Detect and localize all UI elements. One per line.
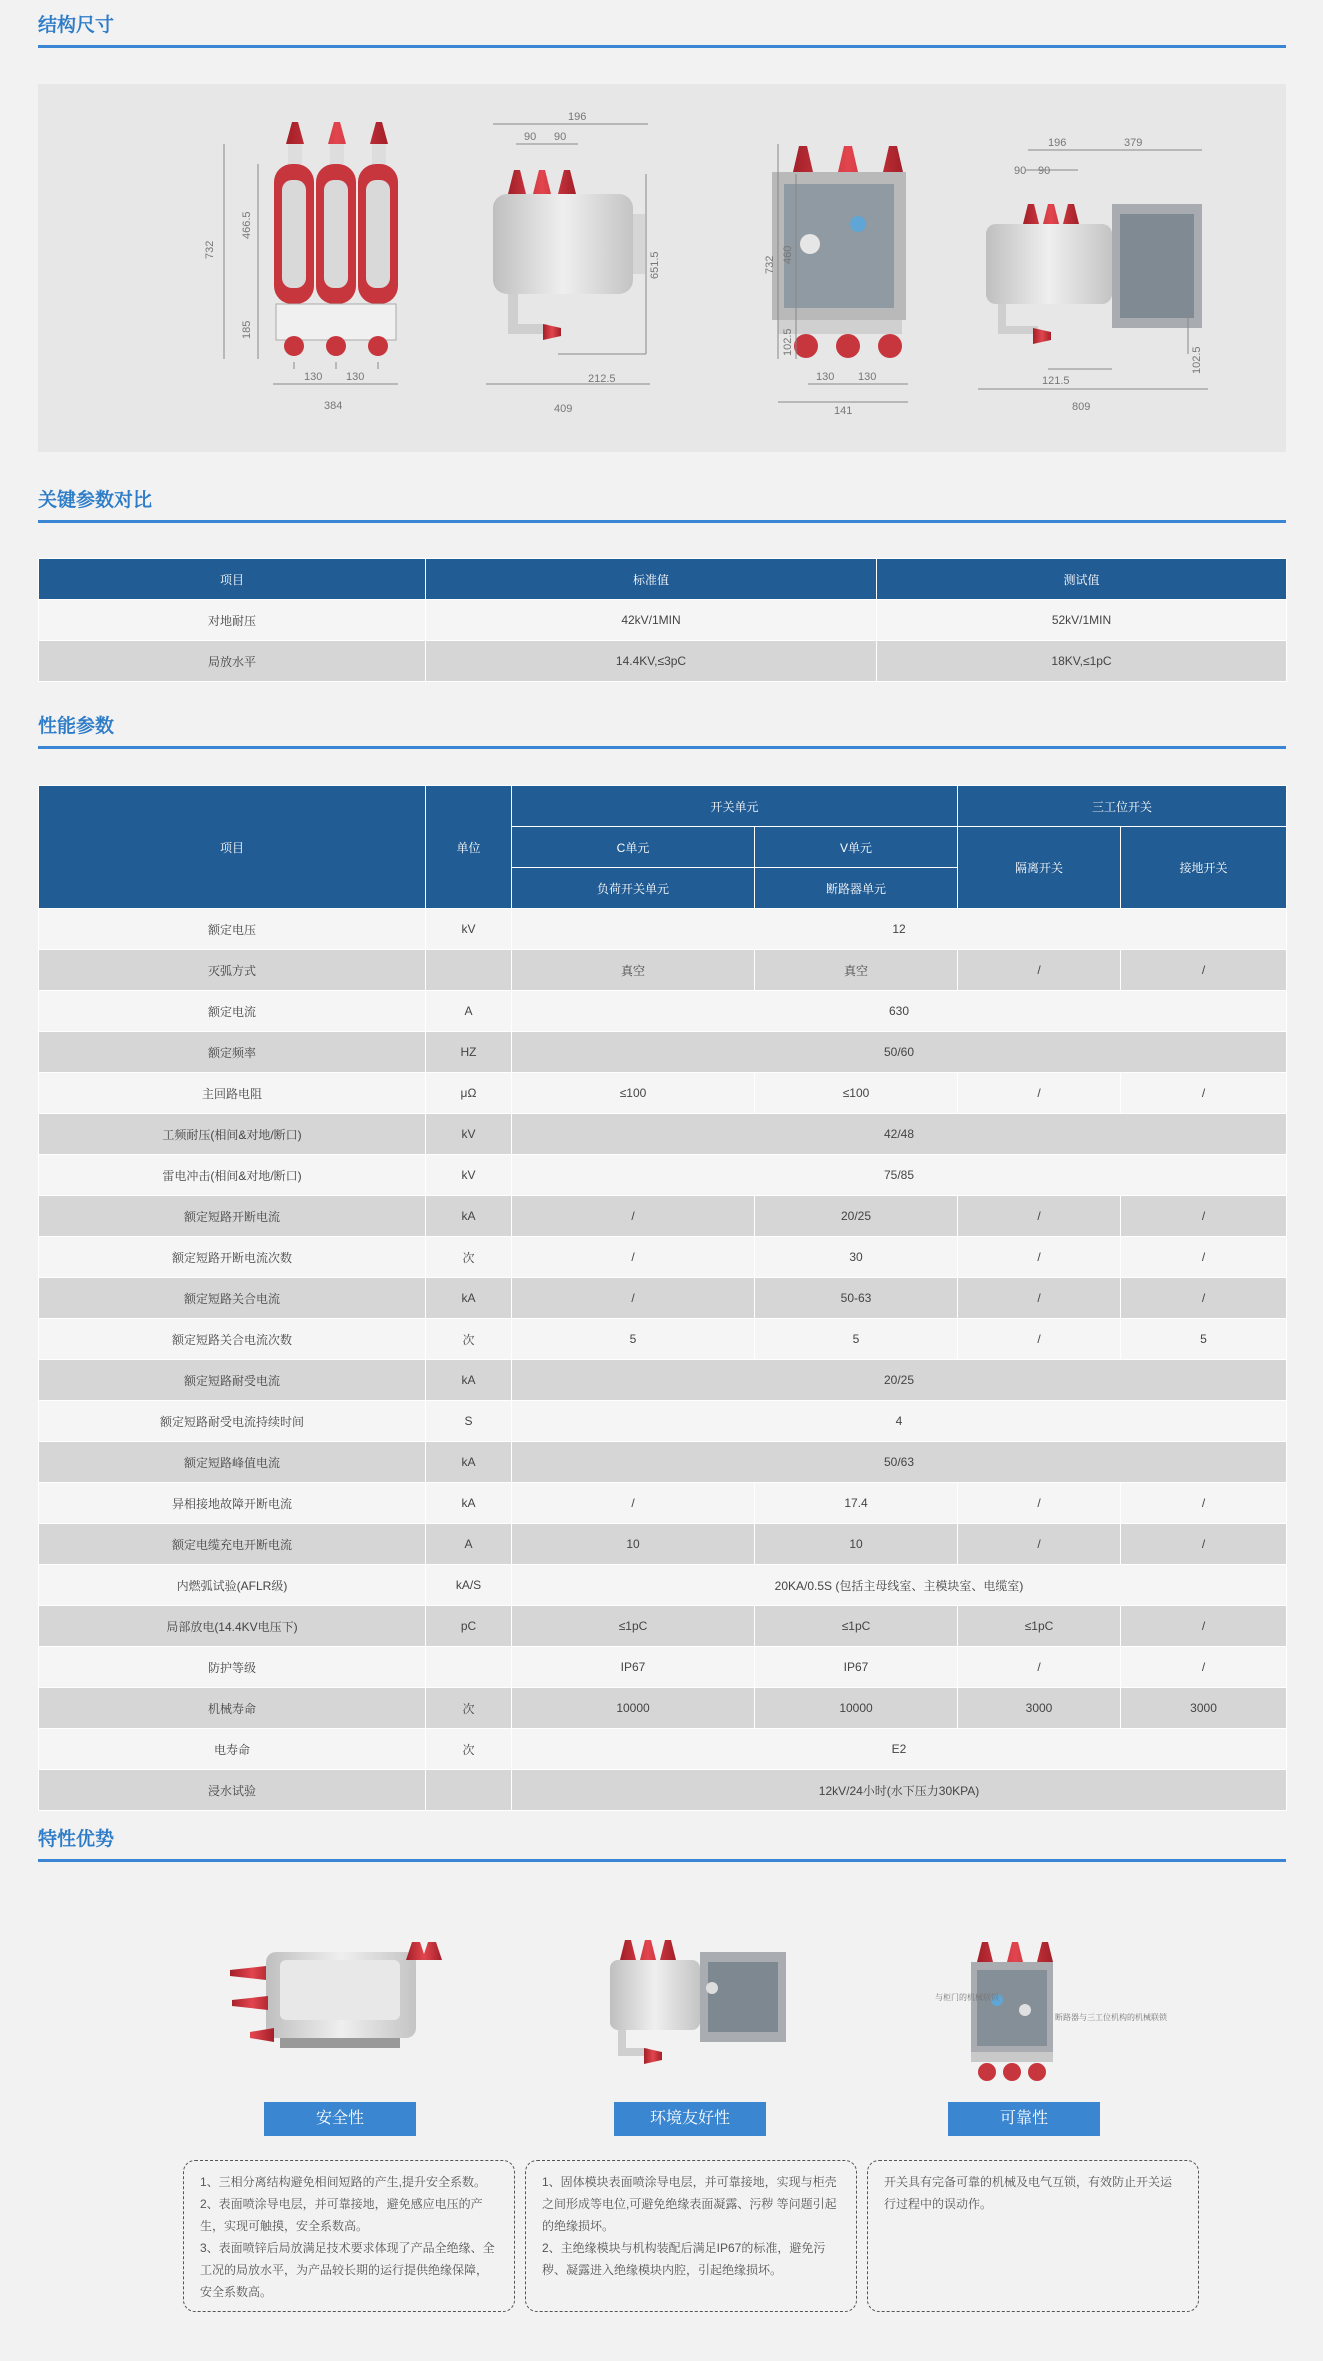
value-cell: / bbox=[1121, 1483, 1287, 1524]
reliability-product-image bbox=[935, 1940, 1167, 2090]
unit-cell: pC bbox=[426, 1606, 512, 1647]
dim-label: 466.5 bbox=[241, 211, 253, 239]
param-name-cell: 雷电冲击(相间&对地/断口) bbox=[39, 1155, 426, 1196]
table-cell: 42kV/1MIN bbox=[426, 600, 877, 641]
param-name-cell: 额定电缆充电开断电流 bbox=[39, 1524, 426, 1565]
value-cell: 10000 bbox=[512, 1688, 755, 1729]
table-row bbox=[39, 1360, 1287, 1401]
dim-label: 141 bbox=[834, 405, 853, 417]
table-row bbox=[39, 600, 1287, 641]
dim-label: 90 bbox=[554, 131, 567, 143]
value-cell: / bbox=[1121, 1196, 1287, 1237]
dim-label: 196 bbox=[1048, 137, 1067, 149]
col-header: 标准值 bbox=[426, 559, 877, 600]
unit-cell: kA bbox=[426, 1360, 512, 1401]
feature-label-environment: 环境友好性 bbox=[614, 2102, 766, 2136]
value-cell: / bbox=[1121, 1647, 1287, 1688]
value-cell: / bbox=[958, 950, 1121, 991]
value-cell: / bbox=[1121, 1073, 1287, 1114]
value-cell: / bbox=[958, 1196, 1121, 1237]
value-cell: 12kV/24小时(水下压力30KPA) bbox=[512, 1770, 1287, 1811]
section-title-key-params: 关键参数对比 bbox=[38, 485, 1286, 523]
value-cell: / bbox=[1121, 1606, 1287, 1647]
table-row bbox=[39, 1729, 1287, 1770]
unit-cell: 次 bbox=[426, 1688, 512, 1729]
table-row bbox=[39, 1483, 1287, 1524]
value-cell: 10000 bbox=[755, 1688, 958, 1729]
param-name-cell: 机械寿命 bbox=[39, 1688, 426, 1729]
value-cell: 50/60 bbox=[512, 1032, 1287, 1073]
unit-cell: kA bbox=[426, 1196, 512, 1237]
param-name-cell: 额定电压 bbox=[39, 909, 426, 950]
table-cell: 18KV,≤1pC bbox=[877, 641, 1287, 682]
feature-description-reliability bbox=[867, 2160, 1199, 2312]
unit-cell: S bbox=[426, 1401, 512, 1442]
dim-label: 185 bbox=[241, 320, 253, 339]
value-cell: / bbox=[512, 1278, 755, 1319]
value-cell: ≤100 bbox=[755, 1073, 958, 1114]
table-row bbox=[39, 1401, 1287, 1442]
feature-label-safety: 安全性 bbox=[264, 2102, 416, 2136]
col-header-switch-unit: 开关单元 bbox=[512, 786, 958, 827]
value-cell: / bbox=[512, 1483, 755, 1524]
table-row bbox=[39, 1606, 1287, 1647]
table-row bbox=[39, 1237, 1287, 1278]
dimension-drawings-panel bbox=[38, 84, 1286, 452]
safety-product-image bbox=[220, 1940, 460, 2060]
table-cell: 局放水平 bbox=[39, 641, 426, 682]
col-header-item: 项目 bbox=[39, 786, 426, 909]
table-row bbox=[39, 1319, 1287, 1360]
unit-cell: kA bbox=[426, 1483, 512, 1524]
unit-cell: μΩ bbox=[426, 1073, 512, 1114]
value-cell: 5 bbox=[512, 1319, 755, 1360]
environment-product-image bbox=[600, 1938, 800, 2066]
table-row bbox=[39, 1647, 1287, 1688]
dim-label: 102.5 bbox=[1191, 346, 1203, 374]
value-cell: / bbox=[958, 1483, 1121, 1524]
table-cell: 对地耐压 bbox=[39, 600, 426, 641]
value-cell: 20KA/0.5S (包括主母线室、主模块室、电缆室) bbox=[512, 1565, 1287, 1606]
param-name-cell: 局部放电(14.4KV电压下) bbox=[39, 1606, 426, 1647]
value-cell: 真空 bbox=[512, 950, 755, 991]
unit-cell: kV bbox=[426, 1155, 512, 1196]
param-name-cell: 额定短路开断电流 bbox=[39, 1196, 426, 1237]
value-cell: 50-63 bbox=[755, 1278, 958, 1319]
value-cell: 75/85 bbox=[512, 1155, 1287, 1196]
table-row bbox=[39, 950, 1287, 991]
table-row bbox=[39, 1114, 1287, 1155]
unit-cell: HZ bbox=[426, 1032, 512, 1073]
dim-label: 212.5 bbox=[588, 373, 616, 385]
value-cell: / bbox=[1121, 950, 1287, 991]
table-row bbox=[39, 1524, 1287, 1565]
dim-label: 130 bbox=[858, 371, 877, 383]
unit-cell: A bbox=[426, 1524, 512, 1565]
dim-label: 130 bbox=[346, 371, 365, 383]
dim-label: 90 bbox=[524, 131, 537, 143]
unit-cell bbox=[426, 1647, 512, 1688]
table-row bbox=[39, 1770, 1287, 1811]
dim-label: 90 bbox=[1038, 165, 1051, 177]
dim-label: 409 bbox=[554, 403, 573, 415]
value-cell: E2 bbox=[512, 1729, 1287, 1770]
value-cell: ≤1pC bbox=[512, 1606, 755, 1647]
value-cell: / bbox=[958, 1647, 1121, 1688]
value-cell: / bbox=[1121, 1237, 1287, 1278]
value-cell: 10 bbox=[512, 1524, 755, 1565]
col-header-earth-switch: 接地开关 bbox=[1121, 827, 1287, 909]
drawing-side-view bbox=[486, 124, 650, 384]
param-name-cell: 浸水试验 bbox=[39, 1770, 426, 1811]
dim-label: 809 bbox=[1072, 401, 1091, 413]
value-cell: IP67 bbox=[512, 1647, 755, 1688]
value-cell: IP67 bbox=[755, 1647, 958, 1688]
table-row bbox=[39, 1278, 1287, 1319]
dim-label: 102.5 bbox=[782, 328, 794, 356]
unit-cell: A bbox=[426, 991, 512, 1032]
value-cell: 50/63 bbox=[512, 1442, 1287, 1483]
unit-cell: kA bbox=[426, 1442, 512, 1483]
value-cell: 5 bbox=[1121, 1319, 1287, 1360]
table-cell: 14.4KV,≤3pC bbox=[426, 641, 877, 682]
dim-label: 130 bbox=[816, 371, 835, 383]
param-name-cell: 额定电流 bbox=[39, 991, 426, 1032]
value-cell: 12 bbox=[512, 909, 1287, 950]
feature-description-safety bbox=[183, 2160, 515, 2312]
feature-text: 开关具有完备可靠的机械及电气互锁，有效防止开关运行过程中的误动作。 bbox=[884, 2175, 1173, 2211]
table-row bbox=[39, 1073, 1287, 1114]
feature-text: 2、表面喷涂导电层，并可靠接地，避免感应电压的产生，实现可触摸，安全系数高。 bbox=[200, 2197, 483, 2233]
param-name-cell: 额定短路耐受电流持续时间 bbox=[39, 1401, 426, 1442]
table-row bbox=[39, 1688, 1287, 1729]
mechanical-interlock-note: 与柜门的机械联锁 bbox=[935, 1993, 999, 2002]
value-cell: 30 bbox=[755, 1237, 958, 1278]
drawing-side-mechanism bbox=[978, 150, 1208, 389]
param-name-cell: 工频耐压(相间&对地/断口) bbox=[39, 1114, 426, 1155]
param-name-cell: 防护等级 bbox=[39, 1647, 426, 1688]
param-name-cell: 电寿命 bbox=[39, 1729, 426, 1770]
param-name-cell: 灭弧方式 bbox=[39, 950, 426, 991]
value-cell: / bbox=[958, 1278, 1121, 1319]
param-name-cell: 额定短路开断电流次数 bbox=[39, 1237, 426, 1278]
table-row bbox=[39, 909, 1287, 950]
section-title-dimensions: 结构尺寸 bbox=[38, 10, 1286, 48]
value-cell: 20/25 bbox=[755, 1196, 958, 1237]
param-name-cell: 额定短路峰值电流 bbox=[39, 1442, 426, 1483]
param-name-cell: 额定频率 bbox=[39, 1032, 426, 1073]
value-cell: / bbox=[958, 1524, 1121, 1565]
dim-label: 196 bbox=[568, 111, 587, 123]
param-name-cell: 额定短路关合电流次数 bbox=[39, 1319, 426, 1360]
dim-label: 130 bbox=[304, 371, 323, 383]
value-cell: ≤100 bbox=[512, 1073, 755, 1114]
value-cell: / bbox=[512, 1237, 755, 1278]
col-header-three-position: 三工位开关 bbox=[958, 786, 1287, 827]
value-cell: 3000 bbox=[958, 1688, 1121, 1729]
value-cell: ≤1pC bbox=[958, 1606, 1121, 1647]
table-row bbox=[39, 1032, 1287, 1073]
drawing-front-mechanism bbox=[772, 144, 908, 402]
param-name-cell: 额定短路关合电流 bbox=[39, 1278, 426, 1319]
col-header-unit: 单位 bbox=[426, 786, 512, 909]
dim-label: 384 bbox=[324, 400, 343, 412]
value-cell: 真空 bbox=[755, 950, 958, 991]
unit-cell: 次 bbox=[426, 1237, 512, 1278]
dim-label: 90 bbox=[1014, 165, 1027, 177]
dim-label: 651.5 bbox=[649, 251, 661, 279]
table-row bbox=[39, 991, 1287, 1032]
dim-label: 460 bbox=[782, 245, 794, 264]
table-row bbox=[39, 1155, 1287, 1196]
value-cell: 17.4 bbox=[755, 1483, 958, 1524]
feature-text: 1、固体模块表面喷涂导电层，并可靠接地，实现与柜壳之间形成等电位,可避免绝缘表面凝露、污秽 等问题引起的绝缘损坏。 bbox=[542, 2175, 837, 2233]
feature-label-reliability: 可靠性 bbox=[948, 2102, 1100, 2136]
value-cell: 10 bbox=[755, 1524, 958, 1565]
value-cell: ≤1pC bbox=[755, 1606, 958, 1647]
dim-label: 732 bbox=[204, 240, 216, 259]
unit-cell bbox=[426, 950, 512, 991]
value-cell: / bbox=[1121, 1278, 1287, 1319]
col-header-breaker: 断路器单元 bbox=[755, 868, 958, 909]
param-name-cell: 异相接地故障开断电流 bbox=[39, 1483, 426, 1524]
dimension-drawings bbox=[38, 84, 1286, 452]
pole-housings bbox=[274, 164, 398, 356]
unit-cell: kA/S bbox=[426, 1565, 512, 1606]
value-cell: 4 bbox=[512, 1401, 1287, 1442]
value-cell: 630 bbox=[512, 991, 1287, 1032]
table-row bbox=[39, 1565, 1287, 1606]
feature-text: 1、三相分离结构避免相间短路的产生,提升安全系数。 bbox=[200, 2175, 487, 2189]
feature-text: 2、主绝缘模块与机构装配后满足IP67的标准，避免污秽、凝露进入绝缘模块内腔，引起绝缘损坏。 bbox=[542, 2241, 826, 2277]
section-title-performance: 性能参数 bbox=[38, 711, 1286, 749]
value-cell: 42/48 bbox=[512, 1114, 1287, 1155]
col-header-c-unit: C单元 bbox=[512, 827, 755, 868]
param-name-cell: 主回路电阻 bbox=[39, 1073, 426, 1114]
table-cell: 52kV/1MIN bbox=[877, 600, 1287, 641]
value-cell: 5 bbox=[755, 1319, 958, 1360]
unit-cell: kV bbox=[426, 909, 512, 950]
col-header: 项目 bbox=[39, 559, 426, 600]
param-name-cell: 额定短路耐受电流 bbox=[39, 1360, 426, 1401]
param-name-cell: 内燃弧试验(AFLR级) bbox=[39, 1565, 426, 1606]
value-cell: 3000 bbox=[1121, 1688, 1287, 1729]
feature-description-environment bbox=[525, 2160, 857, 2312]
dim-label: 732 bbox=[764, 255, 776, 274]
insulator-bushings bbox=[286, 122, 388, 164]
dim-label: 121.5 bbox=[1042, 375, 1070, 387]
value-cell: / bbox=[958, 1237, 1121, 1278]
dim-label: 379 bbox=[1124, 137, 1143, 149]
unit-cell bbox=[426, 1770, 512, 1811]
performance-params-table bbox=[38, 785, 1287, 1811]
breaker-interlock-note: 断路器与三工位机构的机械联锁 bbox=[1055, 2013, 1167, 2022]
table-row bbox=[39, 641, 1287, 682]
value-cell: / bbox=[958, 1073, 1121, 1114]
col-header: 测试值 bbox=[877, 559, 1287, 600]
unit-cell: kV bbox=[426, 1114, 512, 1155]
feature-text: 3、表面喷锌后局放满足技术要求体现了产品全绝缘、全工况的局放水平，为产品较长期的运行提供绝缘保障，安全系数高。 bbox=[200, 2241, 495, 2299]
col-header-load-switch: 负荷开关单元 bbox=[512, 868, 755, 909]
value-cell: / bbox=[512, 1196, 755, 1237]
value-cell: / bbox=[1121, 1524, 1287, 1565]
col-header-isolator: 隔离开关 bbox=[958, 827, 1121, 909]
unit-cell: 次 bbox=[426, 1729, 512, 1770]
unit-cell: kA bbox=[426, 1278, 512, 1319]
table-row bbox=[39, 1442, 1287, 1483]
drawing-front-view bbox=[224, 122, 398, 384]
section-title-features: 特性优势 bbox=[38, 1824, 1286, 1862]
table-row bbox=[39, 1196, 1287, 1237]
col-header-v-unit: V单元 bbox=[755, 827, 958, 868]
value-cell: / bbox=[958, 1319, 1121, 1360]
value-cell: 20/25 bbox=[512, 1360, 1287, 1401]
key-params-table bbox=[38, 558, 1287, 682]
unit-cell: 次 bbox=[426, 1319, 512, 1360]
